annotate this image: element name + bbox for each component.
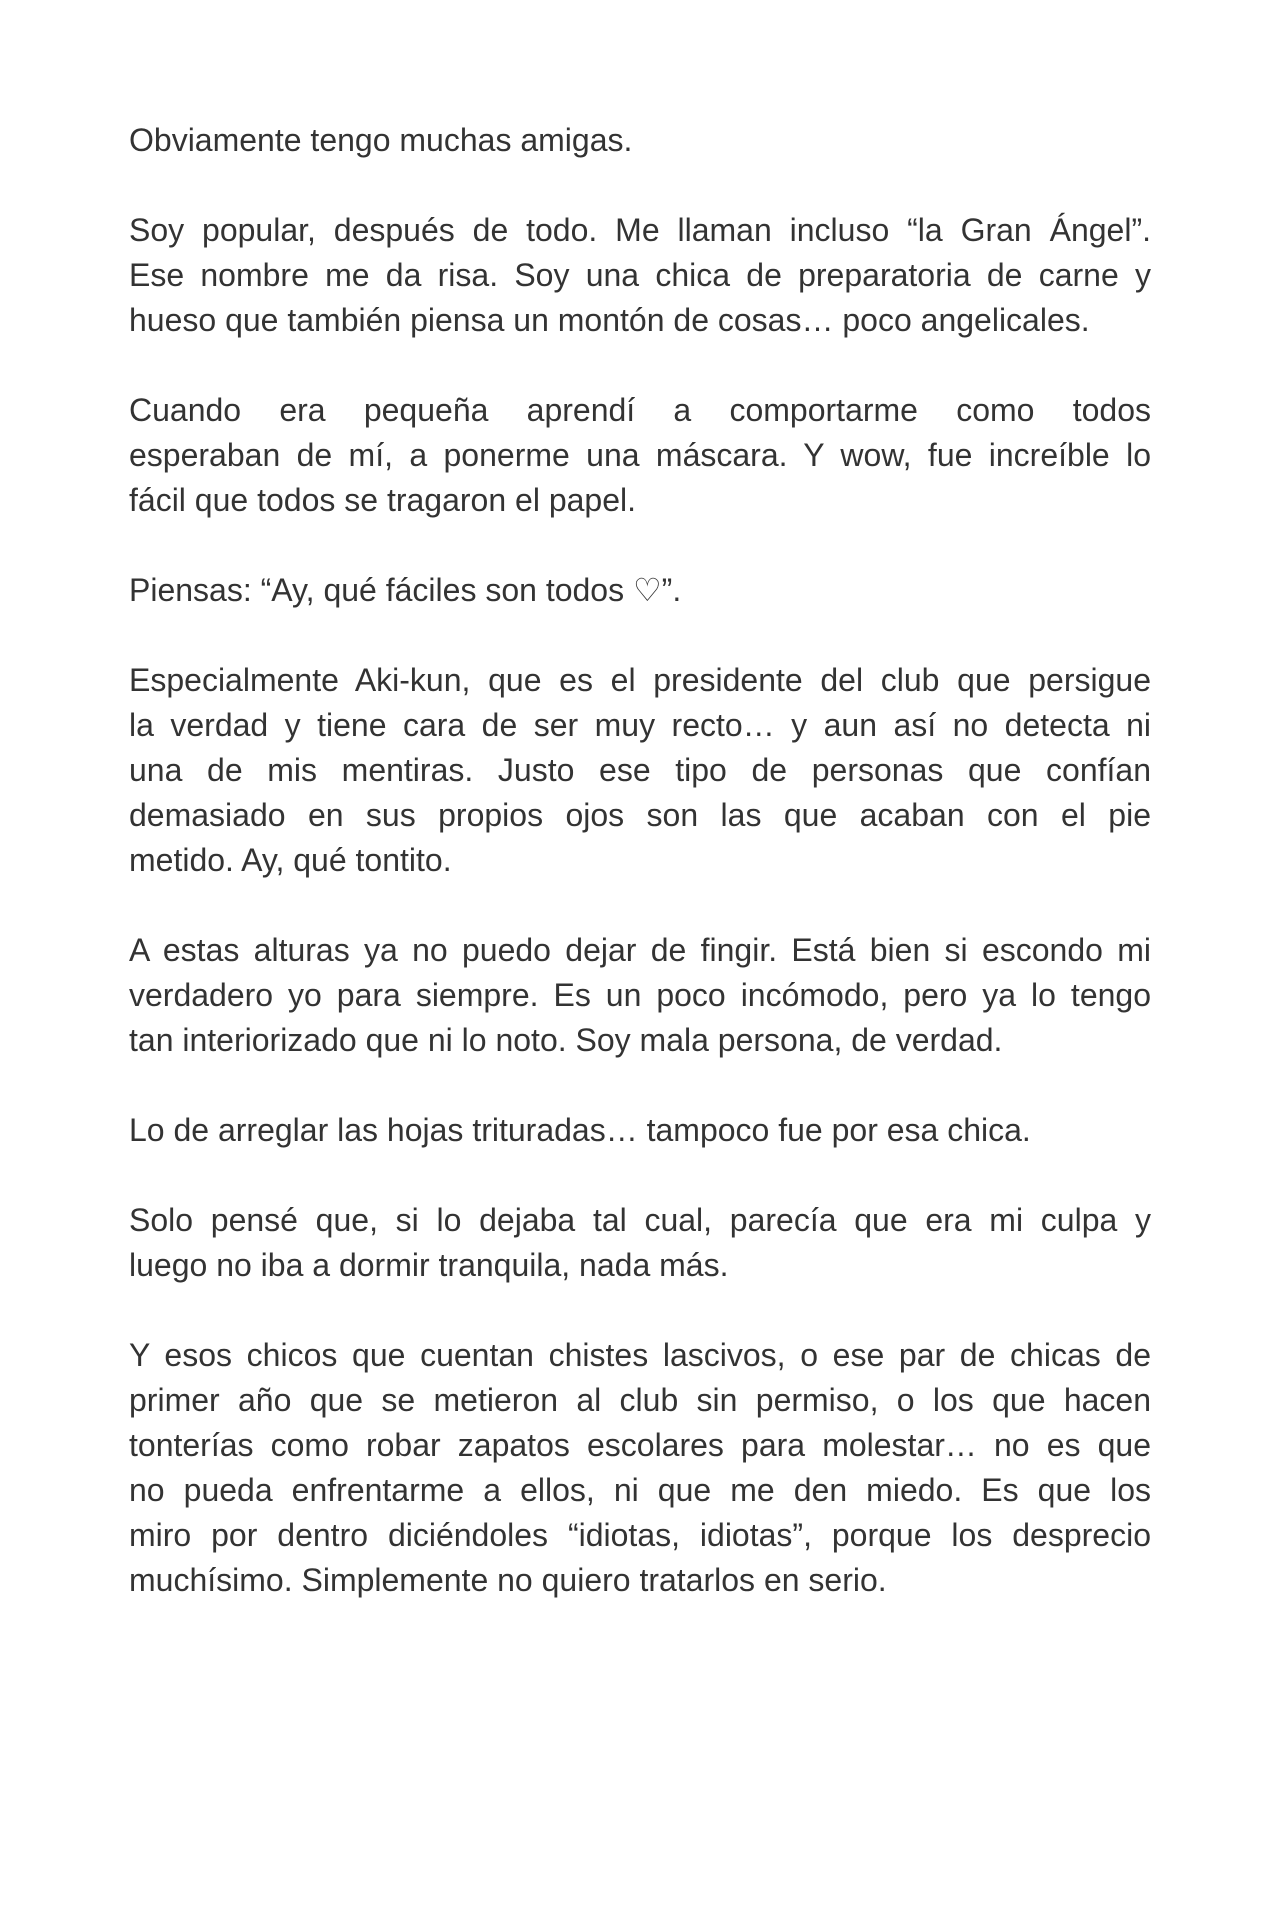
- text-line: Solo pensé que, si lo dejaba tal cual, parecía que era mi culpa y: [129, 1202, 1151, 1238]
- text-line: miro por dentro diciéndoles “idiotas, idiotas”, porque los desprecio: [129, 1517, 1151, 1553]
- text-line: Obviamente tengo muchas amigas.: [129, 122, 633, 158]
- text-line: verdadero yo para siempre. Es un poco incómodo, pero ya lo tengo: [129, 977, 1151, 1013]
- text-line: Piensas: “Ay, qué fáciles son todos ♡”.: [129, 572, 682, 608]
- text-line: luego no iba a dormir tranquila, nada más.: [129, 1247, 729, 1283]
- text-line: una de mis mentiras. Justo ese tipo de personas que confían: [129, 752, 1151, 788]
- paragraph: [129, 388, 1151, 523]
- paragraph: [129, 1108, 1151, 1153]
- paragraph: [129, 1198, 1151, 1288]
- text-line: A estas alturas ya no puedo dejar de fingir. Está bien si escondo mi: [129, 932, 1151, 968]
- text-line: fácil que todos se tragaron el papel.: [129, 482, 636, 518]
- text-line: esperaban de mí, a ponerme una máscara. Y wow, fue increíble lo: [129, 437, 1151, 473]
- text-line: la verdad y tiene cara de ser muy recto… y aun así no detecta ni: [129, 707, 1151, 743]
- paragraph: [129, 658, 1151, 883]
- text-column: [129, 118, 1151, 1603]
- paragraph: [129, 928, 1151, 1063]
- text-line: Y esos chicos que cuentan chistes lascivos, o ese par de chicas de: [129, 1337, 1151, 1373]
- paragraph: [129, 1333, 1151, 1603]
- text-line: no pueda enfrentarme a ellos, ni que me den miedo. Es que los: [129, 1472, 1151, 1508]
- text-line: primer año que se metieron al club sin permiso, o los que hacen: [129, 1382, 1151, 1418]
- text-line: Cuando era pequeña aprendí a comportarme como todos: [129, 392, 1151, 428]
- paragraph: [129, 568, 1151, 613]
- text-line: Ese nombre me da risa. Soy una chica de preparatoria de carne y: [129, 257, 1151, 293]
- text-line: tan interiorizado que ni lo noto. Soy mala persona, de verdad.: [129, 1022, 1003, 1058]
- text-line: muchísimo. Simplemente no quiero tratarlos en serio.: [129, 1562, 887, 1598]
- paragraph: [129, 208, 1151, 343]
- text-line: Soy popular, después de todo. Me llaman incluso “la Gran Ángel”.: [129, 212, 1151, 248]
- text-line: metido. Ay, qué tontito.: [129, 842, 452, 878]
- text-line: Lo de arreglar las hojas trituradas… tampoco fue por esa chica.: [129, 1112, 1031, 1148]
- text-line: hueso que también piensa un montón de cosas… poco angelicales.: [129, 302, 1090, 338]
- text-line: tonterías como robar zapatos escolares para molestar… no es que: [129, 1427, 1151, 1463]
- text-line: Especialmente Aki-kun, que es el presidente del club que persigue: [129, 662, 1151, 698]
- paragraph: [129, 118, 1151, 163]
- text-line: demasiado en sus propios ojos son las que acaban con el pie: [129, 797, 1151, 833]
